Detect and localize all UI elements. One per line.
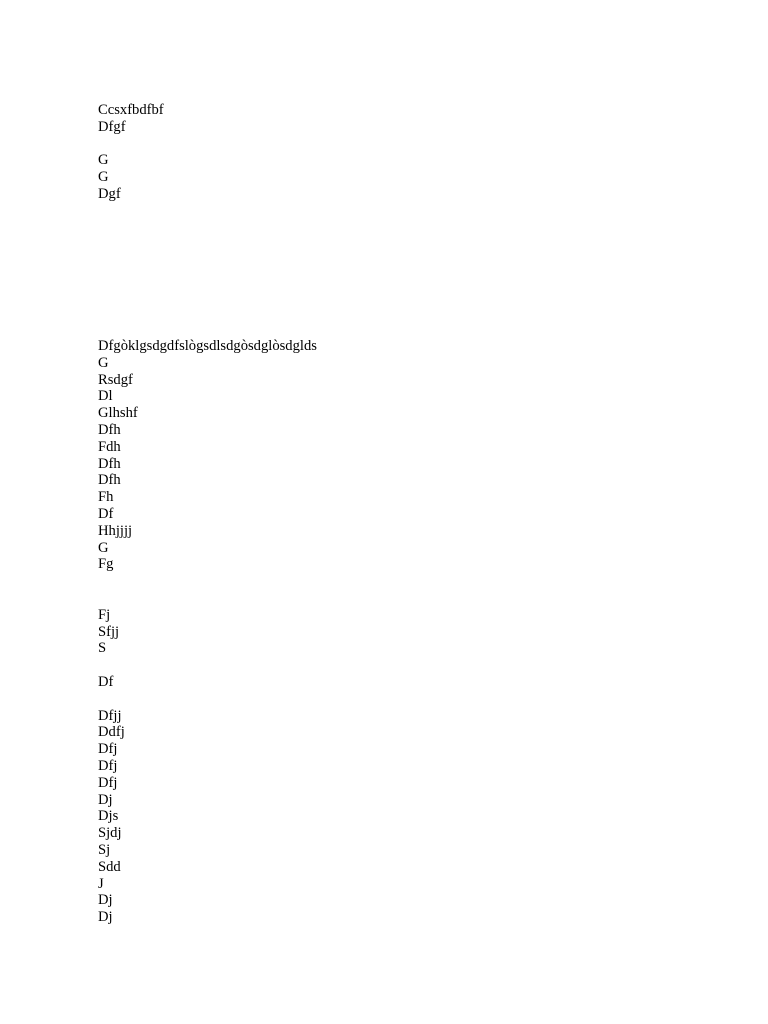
text-line: Dfj (98, 757, 118, 774)
text-line (98, 590, 317, 607)
text-line: Dfh (98, 421, 121, 438)
text-line: Sdd (98, 858, 121, 875)
text-line: J (98, 875, 104, 892)
text-line: Dfh (98, 455, 121, 472)
text-line: Dfh (98, 472, 121, 489)
text-line: G (98, 169, 109, 186)
text-line: Sfjj (98, 623, 120, 640)
text-line: Dl (98, 388, 113, 405)
text-line: Hhjjjj (98, 522, 133, 539)
text-line: Ccsxfbdfbf (98, 102, 164, 118)
text-line: Fg (98, 556, 114, 573)
text-line (98, 657, 317, 674)
text-line: Dfjj (98, 707, 122, 724)
text-line: Sjdj (98, 825, 122, 842)
text-line (98, 136, 164, 153)
text-line: Glhshf (98, 405, 138, 422)
text-block-top (98, 102, 164, 203)
text-line: Dgf (98, 185, 121, 202)
text-line: Djs (98, 808, 119, 825)
text-line: Ddfj (98, 724, 125, 741)
text-line: Dfgf (98, 118, 126, 135)
text-line: Dj (98, 892, 113, 909)
text-line: Fdh (98, 438, 121, 455)
text-line: Dj (98, 909, 113, 926)
text-line: Dj (98, 791, 113, 808)
text-line: Fh (98, 489, 114, 506)
text-line: G (98, 539, 109, 556)
text-line: S (98, 640, 107, 657)
text-line: G (98, 152, 109, 169)
text-line: Dfj (98, 741, 118, 758)
text-line (98, 573, 317, 590)
text-line: Sj (98, 841, 111, 858)
text-line: Fj (98, 606, 111, 623)
text-line: Rsdgf (98, 371, 133, 388)
text-block-main (98, 338, 317, 926)
text-line: Df (98, 505, 114, 522)
text-line: Df (98, 673, 114, 690)
text-line: Dfgòklgsdgdfslògsdlsdgòsdglòsdglds (98, 338, 317, 354)
text-line: Dfj (98, 774, 118, 791)
text-line: G (98, 354, 109, 371)
text-line (98, 691, 317, 708)
